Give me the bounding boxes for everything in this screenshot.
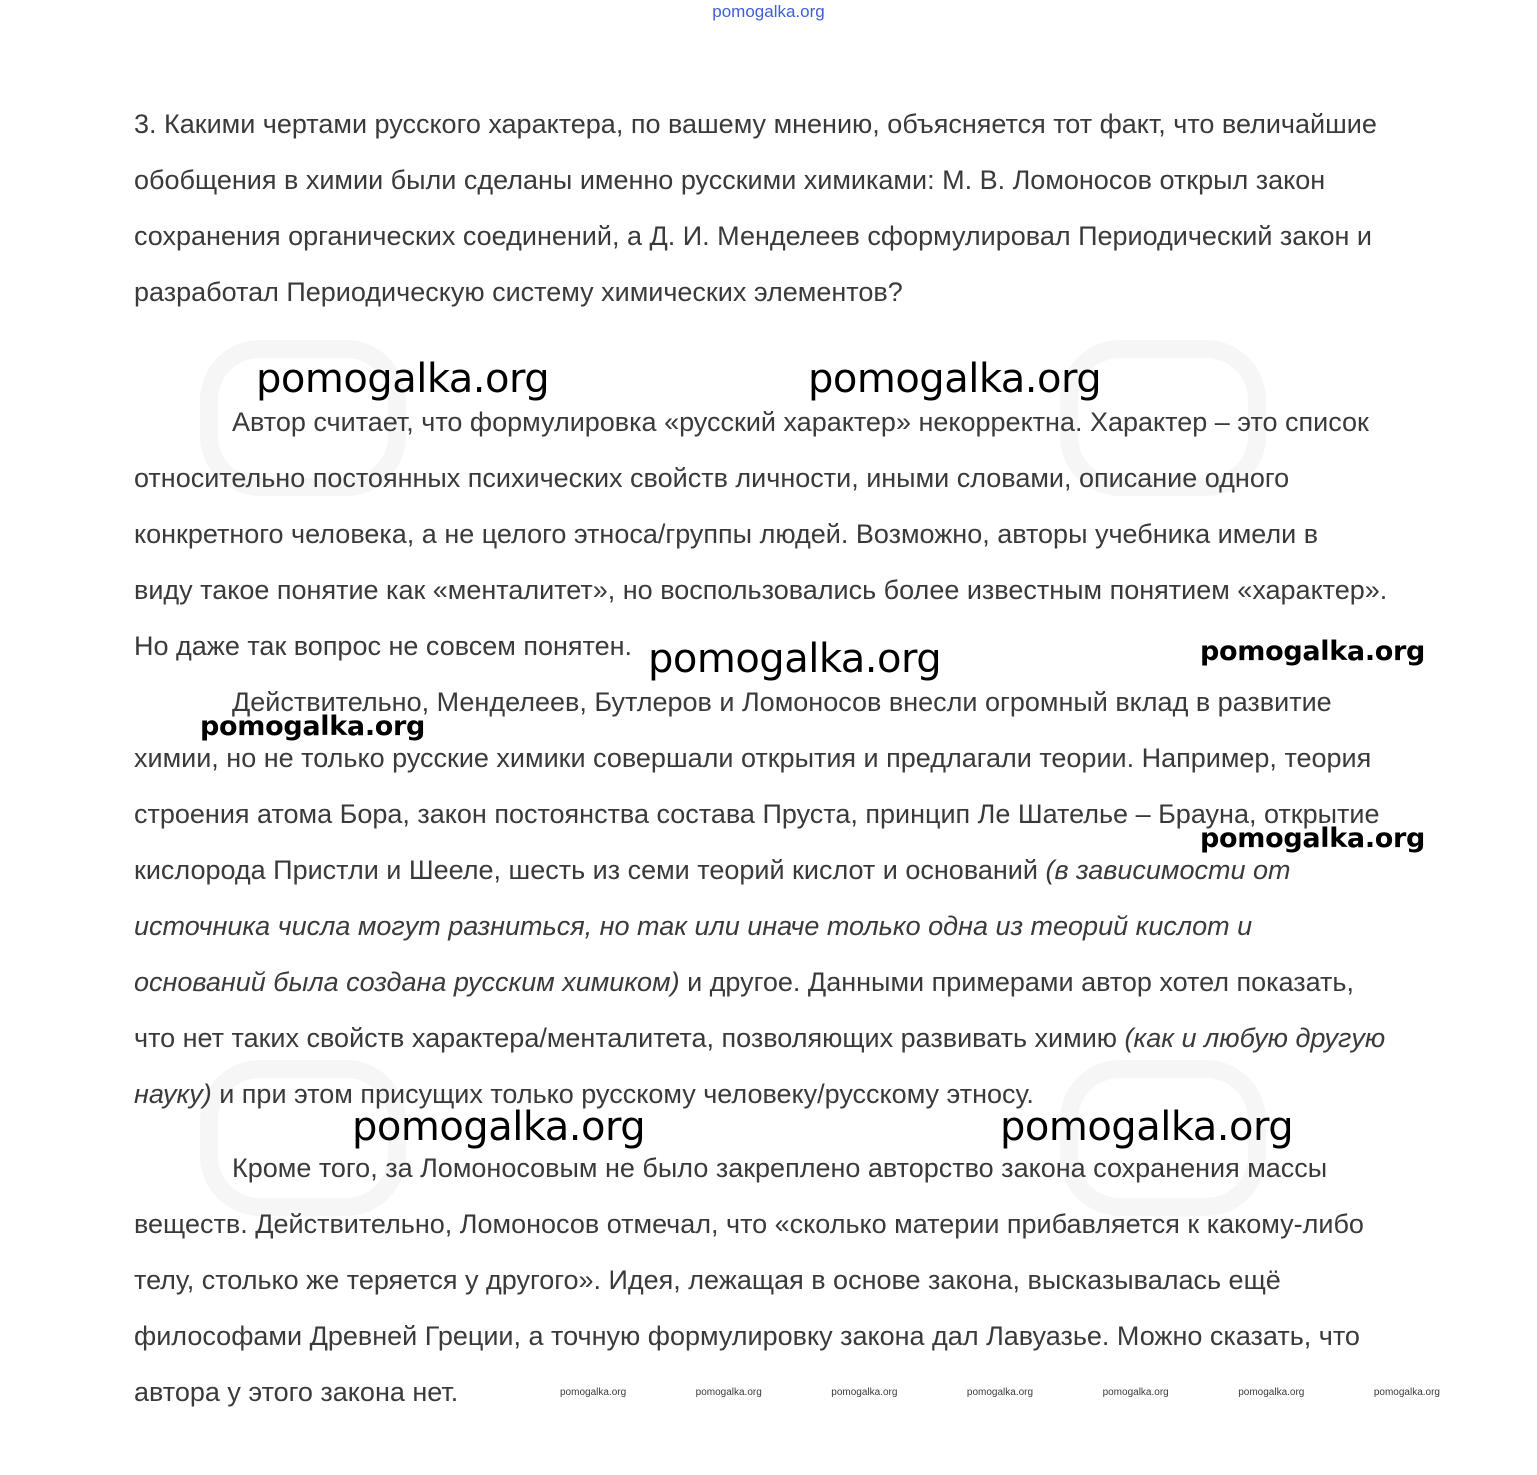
answer-text: кислорода Пристли и Шееле, шесть из семи теорий кислот и оснований (134, 855, 1046, 885)
answer-text: что нет таких свойств характера/менталитета, позволяющих развивать химию (134, 1023, 1125, 1053)
watermark-text: pomogalka.org (808, 356, 1102, 402)
site-header-link[interactable]: pomogalka.org (712, 2, 825, 21)
answer-paragraph-1 (134, 394, 1444, 674)
answer-italic-text: науку) (134, 1079, 212, 1109)
answer-line: автора у этого закона нет. (134, 1377, 459, 1407)
footer-watermark-text: pomogalka.org (966, 1387, 1034, 1398)
question-line: обобщения в химии были сделаны именно русскими химиками: М. В. Ломоносов открыл закон (134, 165, 1326, 195)
answer-italic-text: оснований была создана русским химиком) (134, 967, 680, 997)
answer-italic-text: (в зависимости от (1045, 855, 1291, 885)
question-paragraph (134, 96, 1444, 320)
answer-line (134, 1010, 1444, 1066)
answer-line: Кроме того, за Ломоносовым не было закреплено авторство закона сохранения массы (232, 1153, 1328, 1183)
footer-watermarks (560, 1387, 1440, 1398)
watermark-text: pomogalka.org (648, 636, 942, 682)
answer-paragraph-3 (134, 1140, 1444, 1420)
footer-watermark-text: pomogalka.org (1238, 1387, 1305, 1398)
watermark-text: pomogalka.org (1200, 636, 1426, 667)
answer-line: относительно постоянных психических свойств личности, иными словами, описание одного (134, 463, 1290, 493)
answer-line: Автор считает, что формулировка «русский характер» некорректна. Характер – это список (232, 407, 1369, 437)
question-line: разработал Периодическую систему химических элементов? (134, 277, 903, 307)
watermark-text: pomogalka.org (352, 1104, 646, 1150)
footer-watermark-text: pomogalka.org (831, 1387, 898, 1398)
footer-watermark-text: pomogalka.org (1373, 1387, 1440, 1398)
answer-text: и другое. Данными примерами автор хотел показать, (679, 967, 1354, 997)
answer-italic-text: (как и любую другую (1124, 1023, 1386, 1053)
watermark-text: pomogalka.org (1000, 1104, 1294, 1150)
answer-line: конкретного человека, а не целого этноса/группы людей. Возможно, авторы учебника имели в (134, 519, 1319, 549)
answer-line: химии, но не только русские химики совершали открытия и предлагали теории. Например, теория (134, 743, 1372, 773)
watermark-text: pomogalka.org (1200, 823, 1426, 854)
answer-line (134, 954, 1444, 1010)
footer-watermark-text: pomogalka.org (560, 1387, 627, 1398)
answer-line: Действительно, Менделеев, Бутлеров и Ломоносов внесли огромный вклад в развитие (232, 687, 1332, 717)
answer-line: строения атома Бора, закон постоянства состава Пруста, принцип Ле Шателье – Брауна, открытие (134, 799, 1380, 829)
answer-line: веществ. Действительно, Ломоносов отмечал, что «сколько материи прибавляется к какому-либо (134, 1209, 1364, 1239)
question-line: 3. Какими чертами русского характера, по вашему мнению, объясняется тот факт, что величайшие (134, 109, 1377, 139)
answer-line: телу, столько же теряется у другого». Идея, лежащая в основе закона, высказывалась ещё (134, 1265, 1281, 1295)
footer-watermark-text: pomogalka.org (695, 1387, 762, 1398)
answer-italic-line: источника числа могут разниться, но так или иначе только одна из теорий кислот и (134, 911, 1253, 941)
answer-text: и при этом присущих только русскому человеку/русскому этносу. (211, 1079, 1034, 1109)
watermark-text: pomogalka.org (256, 356, 550, 402)
question-line: сохранения органических соединений, а Д. И. Менделеев сформулировал Периодический закон и (134, 221, 1372, 251)
answer-line: философами Древней Греции, а точную формулировку закона дал Лавуазье. Можно сказать, что (134, 1321, 1360, 1351)
answer-line: Но даже так вопрос не совсем понятен. (134, 631, 632, 661)
footer-watermark-text: pomogalka.org (1102, 1387, 1169, 1398)
answer-line: виду такое понятие как «менталитет», но воспользовались более известным понятием «характер». (134, 575, 1388, 605)
watermark-text: pomogalka.org (200, 711, 426, 742)
